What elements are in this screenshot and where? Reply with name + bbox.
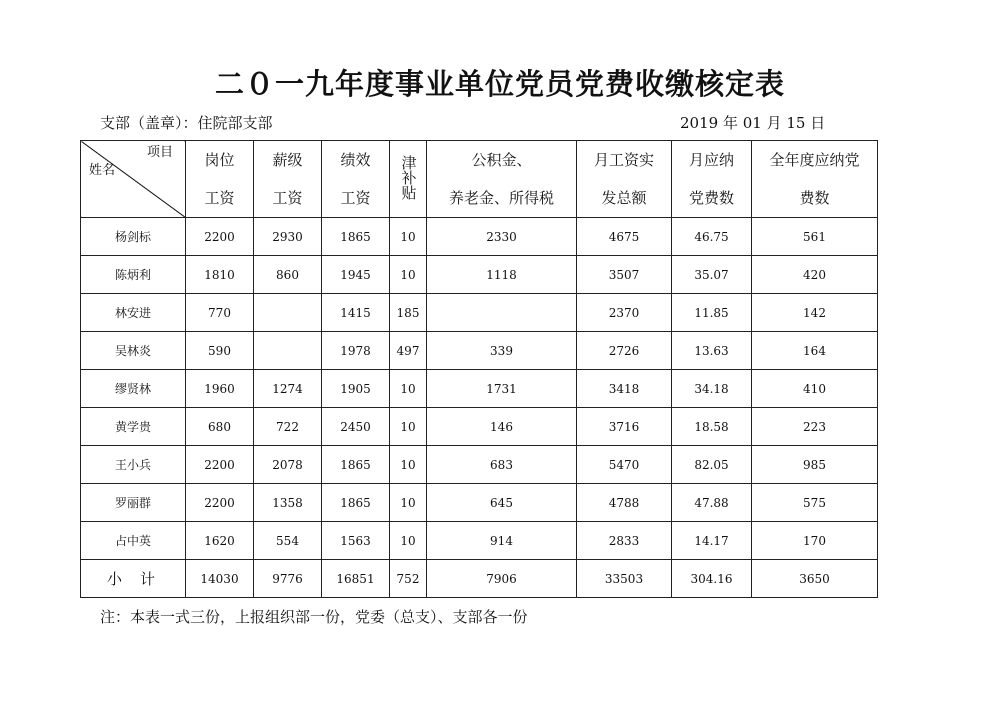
table-cell: 34.18 bbox=[672, 370, 752, 408]
table-cell: 14.17 bbox=[672, 522, 752, 560]
table-row bbox=[81, 218, 878, 256]
member-name: 黄学贵 bbox=[81, 408, 186, 446]
party-fee-table bbox=[80, 140, 878, 598]
subtotal-row bbox=[81, 560, 878, 598]
table-cell: 722 bbox=[254, 408, 322, 446]
member-name: 缪贤林 bbox=[81, 370, 186, 408]
header-cell: 绩效 工资 bbox=[322, 141, 390, 218]
table-cell: 2370 bbox=[577, 294, 672, 332]
table-cell: 554 bbox=[254, 522, 322, 560]
table-cell: 420 bbox=[752, 256, 878, 294]
table-cell: 985 bbox=[752, 446, 878, 484]
table-row bbox=[81, 484, 878, 522]
table-cell: 9776 bbox=[254, 560, 322, 598]
table-cell: 2833 bbox=[577, 522, 672, 560]
table-cell: 146 bbox=[427, 408, 577, 446]
table-cell: 1415 bbox=[322, 294, 390, 332]
table-cell: 1563 bbox=[322, 522, 390, 560]
table-cell: 11.85 bbox=[672, 294, 752, 332]
header-cell: 月应纳 党费数 bbox=[672, 141, 752, 218]
table-row bbox=[81, 446, 878, 484]
table-row bbox=[81, 370, 878, 408]
table-cell: 10 bbox=[390, 256, 427, 294]
table-cell: 82.05 bbox=[672, 446, 752, 484]
table-cell: 1118 bbox=[427, 256, 577, 294]
table-cell: 14030 bbox=[186, 560, 254, 598]
table-cell: 164 bbox=[752, 332, 878, 370]
table-cell: 3650 bbox=[752, 560, 878, 598]
table-cell: 223 bbox=[752, 408, 878, 446]
table-row bbox=[81, 522, 878, 560]
member-name: 王小兵 bbox=[81, 446, 186, 484]
table-cell: 3507 bbox=[577, 256, 672, 294]
table-cell bbox=[254, 294, 322, 332]
table-cell: 185 bbox=[390, 294, 427, 332]
table-cell: 1620 bbox=[186, 522, 254, 560]
table-cell: 1960 bbox=[186, 370, 254, 408]
table-cell: 1731 bbox=[427, 370, 577, 408]
table-cell: 3418 bbox=[577, 370, 672, 408]
table-cell: 10 bbox=[390, 522, 427, 560]
table-cell: 645 bbox=[427, 484, 577, 522]
table-cell: 3716 bbox=[577, 408, 672, 446]
table-cell: 18.58 bbox=[672, 408, 752, 446]
table-cell: 860 bbox=[254, 256, 322, 294]
table-cell: 410 bbox=[752, 370, 878, 408]
table-cell: 1865 bbox=[322, 218, 390, 256]
table-body bbox=[81, 218, 878, 598]
member-name: 吴林炎 bbox=[81, 332, 186, 370]
table-cell: 497 bbox=[390, 332, 427, 370]
member-name: 杨剑标 bbox=[81, 218, 186, 256]
table-cell: 304.16 bbox=[672, 560, 752, 598]
branch-label: 支部（盖章）：住院部支部 bbox=[100, 114, 273, 132]
table-cell: 2930 bbox=[254, 218, 322, 256]
table-cell: 47.88 bbox=[672, 484, 752, 522]
subtotal-label: 小计 bbox=[81, 560, 186, 598]
table-cell bbox=[427, 294, 577, 332]
table-cell: 10 bbox=[390, 408, 427, 446]
table-row bbox=[81, 294, 878, 332]
table-cell: 752 bbox=[390, 560, 427, 598]
table-cell: 10 bbox=[390, 484, 427, 522]
table-cell: 1358 bbox=[254, 484, 322, 522]
header-cell: 公积金、 养老金、所得税 bbox=[427, 141, 577, 218]
table-cell: 142 bbox=[752, 294, 878, 332]
table-cell bbox=[254, 332, 322, 370]
table-cell: 2200 bbox=[186, 218, 254, 256]
table-cell: 170 bbox=[752, 522, 878, 560]
table-cell: 5470 bbox=[577, 446, 672, 484]
table-cell: 2450 bbox=[322, 408, 390, 446]
footnote: 注：本表一式三份，上报组织部一份，党委（总支）、支部各一份 bbox=[100, 608, 528, 626]
header-cell: 岗位 工资 bbox=[186, 141, 254, 218]
table-cell: 10 bbox=[390, 370, 427, 408]
form-date: 2019 年 01 月 15 日 bbox=[680, 114, 826, 132]
table-cell: 46.75 bbox=[672, 218, 752, 256]
table-cell: 2330 bbox=[427, 218, 577, 256]
member-name: 罗丽群 bbox=[81, 484, 186, 522]
member-name: 陈炳利 bbox=[81, 256, 186, 294]
table-cell: 561 bbox=[752, 218, 878, 256]
member-name: 林安进 bbox=[81, 294, 186, 332]
table-cell: 10 bbox=[390, 218, 427, 256]
table-row bbox=[81, 332, 878, 370]
header-cell: 薪级 工资 bbox=[254, 141, 322, 218]
table-row bbox=[81, 256, 878, 294]
table-cell: 339 bbox=[427, 332, 577, 370]
table-cell: 35.07 bbox=[672, 256, 752, 294]
table-cell: 1274 bbox=[254, 370, 322, 408]
header-corner-cell bbox=[81, 141, 186, 218]
table-cell: 4675 bbox=[577, 218, 672, 256]
table-cell: 7906 bbox=[427, 560, 577, 598]
member-name: 占中英 bbox=[81, 522, 186, 560]
table-cell: 590 bbox=[186, 332, 254, 370]
header-corner-item: 项目 bbox=[146, 145, 173, 160]
table-cell: 914 bbox=[427, 522, 577, 560]
table-cell: 2078 bbox=[254, 446, 322, 484]
table-cell: 1945 bbox=[322, 256, 390, 294]
table-cell: 2726 bbox=[577, 332, 672, 370]
table-cell: 4788 bbox=[577, 484, 672, 522]
table-cell: 33503 bbox=[577, 560, 672, 598]
table-row bbox=[81, 408, 878, 446]
table-cell: 680 bbox=[186, 408, 254, 446]
table-cell: 1865 bbox=[322, 446, 390, 484]
table-cell: 13.63 bbox=[672, 332, 752, 370]
table-cell: 10 bbox=[390, 446, 427, 484]
header-row bbox=[81, 141, 878, 218]
table-cell: 575 bbox=[752, 484, 878, 522]
table-cell: 683 bbox=[427, 446, 577, 484]
header-cell-vertical: 津补贴 bbox=[390, 141, 427, 218]
header-cell: 月工资实 发总额 bbox=[577, 141, 672, 218]
table-cell: 1905 bbox=[322, 370, 390, 408]
table-cell: 1865 bbox=[322, 484, 390, 522]
page-title: 二０一九年度事业单位党员党费收缴核定表 bbox=[214, 67, 785, 101]
table-cell: 1978 bbox=[322, 332, 390, 370]
table-cell: 16851 bbox=[322, 560, 390, 598]
table-cell: 2200 bbox=[186, 484, 254, 522]
header-corner-name: 姓名 bbox=[89, 163, 116, 178]
header-cell: 全年度应纳党 费数 bbox=[752, 141, 878, 218]
table-cell: 770 bbox=[186, 294, 254, 332]
table-cell: 1810 bbox=[186, 256, 254, 294]
table-cell: 2200 bbox=[186, 446, 254, 484]
